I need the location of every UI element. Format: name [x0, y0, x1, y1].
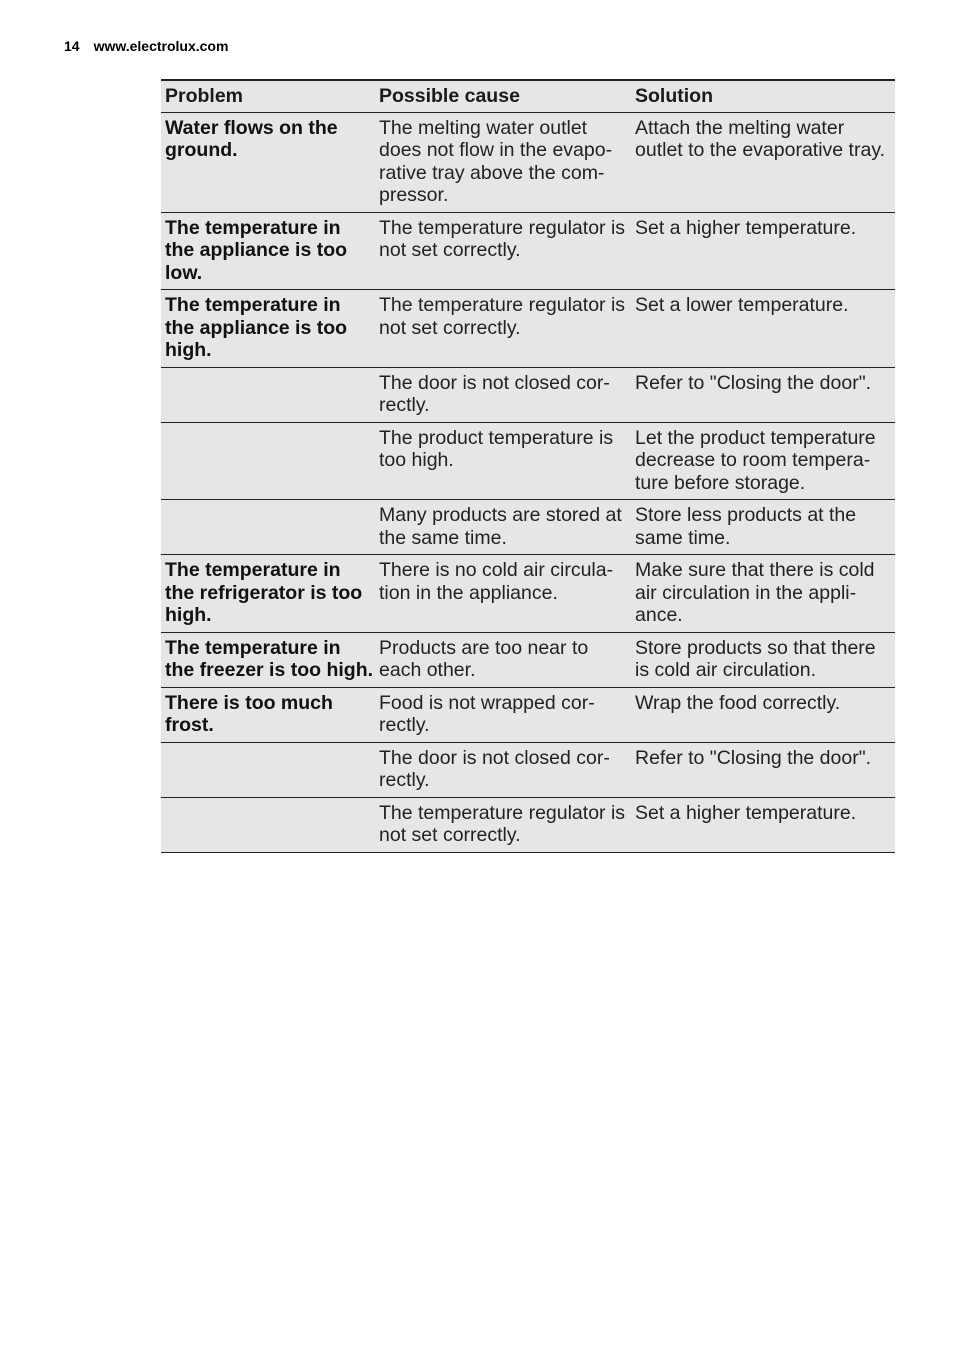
cause-cell: Products are too near to each other.	[379, 636, 589, 681]
table-row	[161, 797, 895, 852]
table-row	[161, 112, 895, 212]
solution-cell: Store products so that there is cold air circulation.	[635, 636, 876, 681]
problem-cell	[161, 500, 379, 555]
table-row	[161, 632, 895, 687]
cause-cell: The melting water outlet does not flow in the evapo-rative tray above the com-pressor.	[379, 116, 613, 206]
problem-cell	[161, 742, 379, 797]
problem-cell: There is too much frost.	[165, 691, 333, 736]
problem-cell: Water flows on the ground.	[165, 116, 338, 161]
solution-cell: Attach the melting water outlet to the evaporative tray.	[635, 116, 886, 161]
solution-cell: Wrap the food correctly.	[635, 691, 841, 714]
cause-cell: The door is not closed cor-rectly.	[379, 746, 610, 791]
cause-cell: Many products are stored at the same time.	[379, 504, 622, 549]
page-header	[64, 38, 228, 54]
problem-cell: The temperature in the freezer is too high.	[165, 636, 374, 681]
table-row	[161, 422, 895, 500]
problem-cell: The temperature in the appliance is too high.	[165, 294, 348, 361]
problem-cell	[161, 367, 379, 422]
table-row	[161, 500, 895, 555]
table-header-row	[161, 80, 895, 112]
problem-cell: The temperature in the refrigerator is too high.	[165, 559, 363, 626]
solution-cell: Let the product temperature decrease to room tempera-ture before storage.	[635, 426, 876, 494]
table-row	[161, 367, 895, 422]
solution-cell: Set a higher temperature.	[635, 801, 857, 824]
table-row	[161, 212, 895, 290]
cause-cell: There is no cold air circula-tion in the appliance.	[379, 559, 614, 604]
page-number: 14	[64, 38, 80, 54]
solution-cell: Refer to "Closing the door".	[635, 746, 872, 769]
table-row	[161, 742, 895, 797]
website-url: www.electrolux.com	[93, 38, 229, 54]
solution-cell: Refer to "Closing the door".	[635, 371, 872, 394]
table-row	[161, 687, 895, 742]
cause-cell: The temperature regulator is not set correctly.	[379, 294, 626, 339]
problem-cell	[161, 422, 379, 500]
cause-cell: The door is not closed cor-rectly.	[379, 371, 610, 416]
column-header-problem: Problem	[165, 85, 244, 107]
table-row	[161, 290, 895, 368]
column-header-solution: Solution	[635, 85, 713, 107]
solution-cell: Store less products at the same time.	[635, 504, 857, 549]
table-row	[161, 555, 895, 633]
cause-cell: The product temperature is too high.	[379, 426, 614, 471]
cause-cell: The temperature regulator is not set correctly.	[379, 216, 626, 261]
cause-cell: Food is not wrapped cor-rectly.	[379, 691, 595, 736]
solution-cell: Set a higher temperature.	[635, 216, 857, 239]
problem-cell	[161, 797, 379, 852]
troubleshooting-table	[161, 79, 895, 853]
cause-cell: The temperature regulator is not set correctly.	[379, 801, 626, 846]
solution-cell: Make sure that there is cold air circulation in the appli-ance.	[635, 559, 875, 626]
solution-cell: Set a lower temperature.	[635, 294, 849, 316]
column-header-possible-cause: Possible cause	[379, 85, 520, 107]
problem-cell: The temperature in the appliance is too low.	[165, 216, 348, 284]
